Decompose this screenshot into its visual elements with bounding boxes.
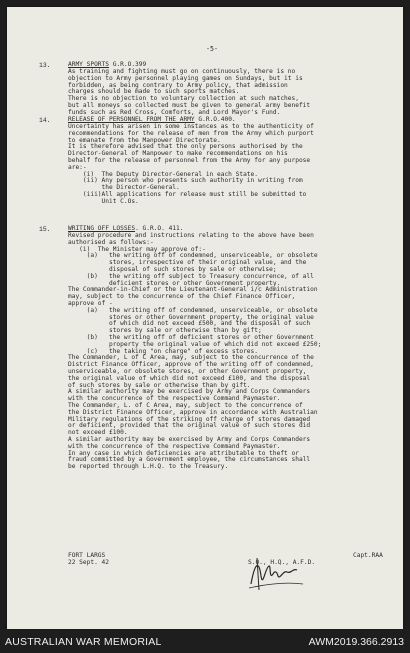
text-line: (i) The Minister may approve of:- [68, 245, 206, 253]
text-line: (a) the writing off of condemned, unserviceable, or obsolete [68, 306, 318, 314]
sign-off-title: S.O., H.Q., A.F.D. [248, 559, 316, 566]
text-line: unserviceable, or obsolete stores, or other Government property, [68, 367, 307, 375]
text-line: There is no objection to voluntary collection at such matches, [68, 95, 299, 103]
sign-off-date: 22 Sept. 42 [68, 559, 109, 566]
section-number: 14. [39, 117, 51, 124]
text-line: Military regulations of the striking off charge of stores damaged [68, 415, 311, 423]
section-ref: G.R.O.399 [108, 61, 147, 68]
section-ref: . G.R.O. 411. [135, 225, 184, 232]
sign-off-place: FORT LARGS [68, 552, 106, 559]
text-line: the Director-General. [68, 184, 180, 192]
text-line: Unit C.Os. [68, 197, 139, 205]
text-line: funds such as Red Cross, Comforts, and Lord Mayor's Fund. [68, 108, 281, 116]
text-line: or deficient, provided that the original value of such stores did [68, 422, 311, 430]
text-line: The Commander-in-Chief or the Lieutenant-General i/c Administration [68, 286, 318, 294]
text-line: deficient stores or other Government property. [68, 279, 281, 287]
text-line: stores by sale or otherwise than by gift; [68, 327, 262, 335]
text-line: property the original value of which did not exceed £250; [68, 340, 322, 348]
text-line: be reported through L.H.Q. to the Treasury. [68, 463, 229, 471]
text-line: objection to Army personnel playing games on Sundays, but it is [68, 74, 303, 82]
text-line: behalf for the release of personnel from the Army for any purpose [68, 156, 311, 164]
text-line: may, subject to the concurrence of the Chief Finance Officer, [68, 293, 296, 301]
sign-off-rank: Capt.RAA [353, 552, 383, 559]
text-line: A similar authority may be exercised by Army and Corps Commanders [68, 388, 311, 396]
section-number: 15. [39, 226, 51, 233]
text-line: The Commander, L of C Area, may, subject to the concurrence of the [68, 354, 314, 362]
text-line: not exceed £100. [68, 429, 128, 437]
text-line: A similar authority may be exercised by Army and Corps Commanders [68, 435, 311, 443]
text-line: The Commander, L. of C Area, may, subject to the concurrence of [68, 401, 303, 409]
text-line: approve of - [68, 299, 113, 307]
archive-footer [0, 629, 410, 653]
page-number: -5- [206, 45, 218, 53]
text-line: the original value of which did not exceed £100, and the disposal [68, 374, 311, 382]
text-line: authorised as follows:- [68, 238, 154, 246]
text-line: Uncertainty has arisen in some instances as to the authenticity of [68, 123, 314, 130]
section-ref: G.R.O.400. [194, 116, 236, 123]
section-title: ARMY SPORTS [68, 61, 109, 68]
text-line: of such stores by sale or otherwise than by gift. [68, 381, 251, 389]
text-line: (b) the writing off of deficient stores or other Government [68, 333, 314, 341]
document-page [7, 7, 403, 629]
text-line: but all moneys so collected must be given to general army benefit [68, 101, 311, 109]
text-line: (iii)All applications for release must still be submitted to [68, 190, 307, 198]
section-body [68, 69, 310, 117]
text-line: forbidden, as being contrary to Army policy, that admission [68, 81, 288, 89]
text-line: recommendations for the release of men from the Army which purport [68, 129, 314, 137]
section-body [68, 233, 321, 471]
text-line: (ii) Any person who presents such authority in writing from [68, 177, 303, 185]
text-line: with the concurrence of the respective Command Paymaster. [68, 395, 281, 403]
text-line: Revised procedure and instructions relating to the above have been [68, 232, 314, 239]
text-line: It is therefore advised that the only persons authorised by the [68, 143, 303, 151]
text-line: stores or other Government property, the original value [68, 313, 314, 321]
text-line: (c) the taking "on charge" of excess stores. [68, 347, 258, 355]
text-line: to emanate from the Manpower Directorate. [68, 136, 221, 144]
text-line: (a) the writing off of condemned, unserviceable, or obsolete [68, 252, 318, 260]
text-line: In any case in which deficiencies are attributable to theft or [68, 449, 299, 457]
section-body [68, 124, 314, 206]
footer-accession-number: AWM2019.366.2913 [308, 636, 404, 648]
text-line: with the concurrence of the respective Command Paymaster. [68, 442, 281, 450]
text-line: (i) The Deputy Director-General in each State. [68, 170, 258, 178]
text-line: (b) the writing off subject to Treasury concurrence, of all [68, 272, 314, 280]
text-line: Director-General of Manpower to make recommendations on his [68, 150, 288, 158]
section-title: WRITING OFF LOSSES [68, 225, 136, 232]
section-title: RELEASE OF PERSONNEL FROM THE ARMY [68, 116, 195, 123]
text-line: stores, irrespective of their original value, and the [68, 259, 307, 267]
text-line: fraud committed by a Government employee, the circumstances shall [68, 456, 311, 464]
text-line: of which did not exceed £500, and the disposal of such [68, 320, 311, 328]
section-number: 13. [39, 62, 51, 69]
footer-institution: AUSTRALIAN WAR MEMORIAL [5, 636, 162, 648]
text-line: the District Finance Officer, approve in accordance with Australian [68, 408, 318, 416]
text-line: disposal of such stores by sale or otherwise; [68, 265, 277, 273]
text-line: charges should be made to such sports matches. [68, 88, 240, 96]
text-line: District Finance Officer, approve of the writing off of condemned, [68, 361, 314, 369]
text-line: As training and fighting must go on continuously, there is no [68, 68, 296, 75]
text-line: are:- [68, 163, 87, 171]
